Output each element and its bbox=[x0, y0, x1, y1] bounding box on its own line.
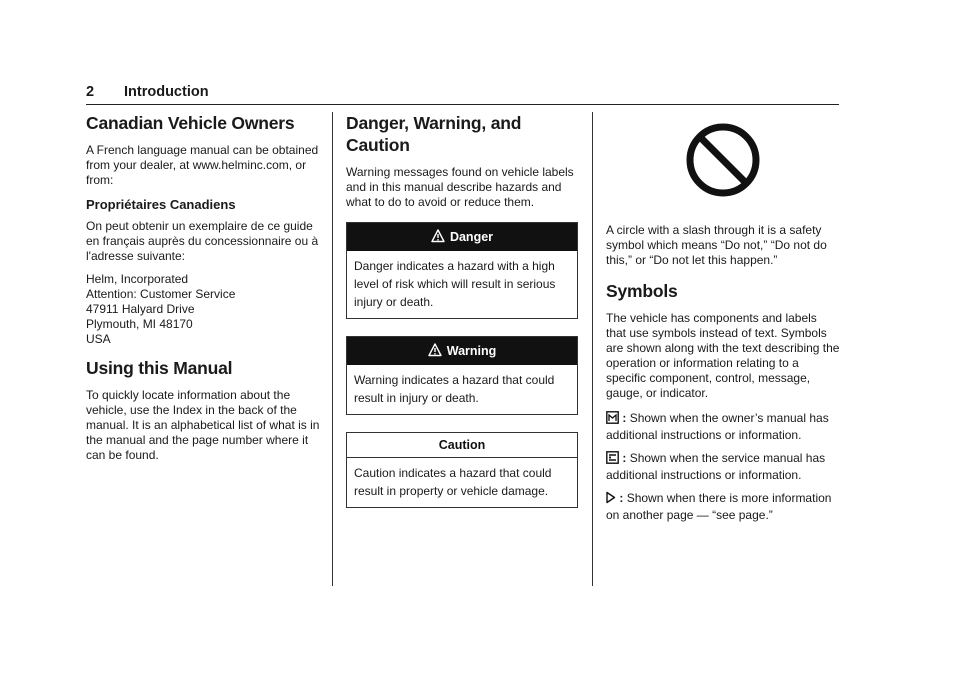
column-3 bbox=[606, 112, 840, 531]
owners-manual-icon bbox=[606, 411, 619, 428]
column-1 bbox=[86, 112, 322, 471]
using-manual-text: To quickly locate information about the vehicle, use the Index in the back of the manual. It is an alphabetical list of what is in the manual and the page number where it can be found. bbox=[86, 388, 320, 462]
caution-text: Caution indicates a hazard that could result in property or vehicle damage. bbox=[354, 466, 552, 498]
danger-label: Danger bbox=[449, 230, 494, 244]
warning-text: Warning indicates a hazard that could result in injury or death. bbox=[354, 373, 555, 405]
column-2 bbox=[346, 112, 578, 525]
owners-manual-text: Shown when the owner’s manual has additional instructions or information. bbox=[606, 411, 829, 442]
proprietaires-heading: Propriétaires Canadiens bbox=[86, 197, 236, 212]
symbol-entry-see-page: : Shown when there is more information on another page — “see page.” bbox=[606, 491, 832, 522]
see-page-text: Shown when there is more information on another page — “see page.” bbox=[606, 491, 832, 522]
page-number: 2 bbox=[86, 84, 95, 100]
address-line: USA bbox=[86, 332, 111, 346]
page-header bbox=[86, 84, 839, 105]
no-symbol-wrap bbox=[606, 120, 840, 205]
address-line: 47911 Halyard Drive bbox=[86, 302, 195, 316]
column-divider bbox=[332, 112, 333, 586]
danger-box-header bbox=[347, 223, 577, 251]
warning-box bbox=[346, 336, 578, 415]
caution-box bbox=[346, 432, 578, 508]
no-symbol-text: A circle with a slash through it is a safety symbol which means “Do not,” “Do not do this,” or “Do not let this happen.” bbox=[606, 223, 827, 267]
proprietaires-text: On peut obtenir un exemplaire de ce guide en français auprès du concessionnaire ou à l'adresse suivante: bbox=[86, 219, 319, 263]
canadian-owners-heading: Canadian Vehicle Owners bbox=[86, 113, 295, 133]
danger-text: Danger indicates a hazard with a high level of risk which will result in serious injury or death. bbox=[354, 259, 556, 309]
caution-box-header bbox=[347, 433, 577, 458]
symbols-heading: Symbols bbox=[606, 281, 678, 301]
caution-label: Caution bbox=[438, 438, 486, 452]
section-title: Introduction bbox=[124, 84, 209, 100]
warning-intro-text: Warning messages found on vehicle labels and in this manual describe hazards and what to do to avoid or reduce them. bbox=[346, 165, 574, 209]
service-manual-icon bbox=[606, 451, 619, 468]
warning-box-header bbox=[347, 337, 577, 365]
using-manual-heading: Using this Manual bbox=[86, 358, 233, 378]
service-manual-text: Shown when the service manual has additional instructions or information. bbox=[606, 451, 826, 482]
warning-triangle-icon bbox=[428, 343, 442, 360]
see-page-icon bbox=[606, 491, 616, 508]
address-line: Helm, Incorporated bbox=[86, 272, 189, 286]
warning-triangle-icon bbox=[431, 229, 445, 246]
mailing-address bbox=[86, 272, 322, 347]
address-line: Plymouth, MI 48170 bbox=[86, 317, 193, 331]
warning-label: Warning bbox=[446, 344, 497, 358]
no-symbol-icon bbox=[683, 120, 763, 205]
danger-warning-caution-heading: Danger, Warning, and Caution bbox=[346, 113, 522, 155]
canadian-owners-text: A French language manual can be obtained from your dealer, at www.helminc.com, or from: bbox=[86, 143, 319, 187]
column-divider bbox=[592, 112, 593, 586]
address-line: Attention: Customer Service bbox=[86, 287, 236, 301]
danger-box bbox=[346, 222, 578, 319]
symbol-entry-service-manual: : Shown when the service manual has additional instructions or information. bbox=[606, 451, 826, 482]
symbols-intro-text: The vehicle has components and labels that use symbols instead of text. Symbols are shown along with the text describing the operation or information relating to a specific component, control, message, gauge, or indicator. bbox=[606, 311, 840, 400]
symbol-entry-owners-manual: : Shown when the owner’s manual has additional instructions or information. bbox=[606, 411, 829, 442]
